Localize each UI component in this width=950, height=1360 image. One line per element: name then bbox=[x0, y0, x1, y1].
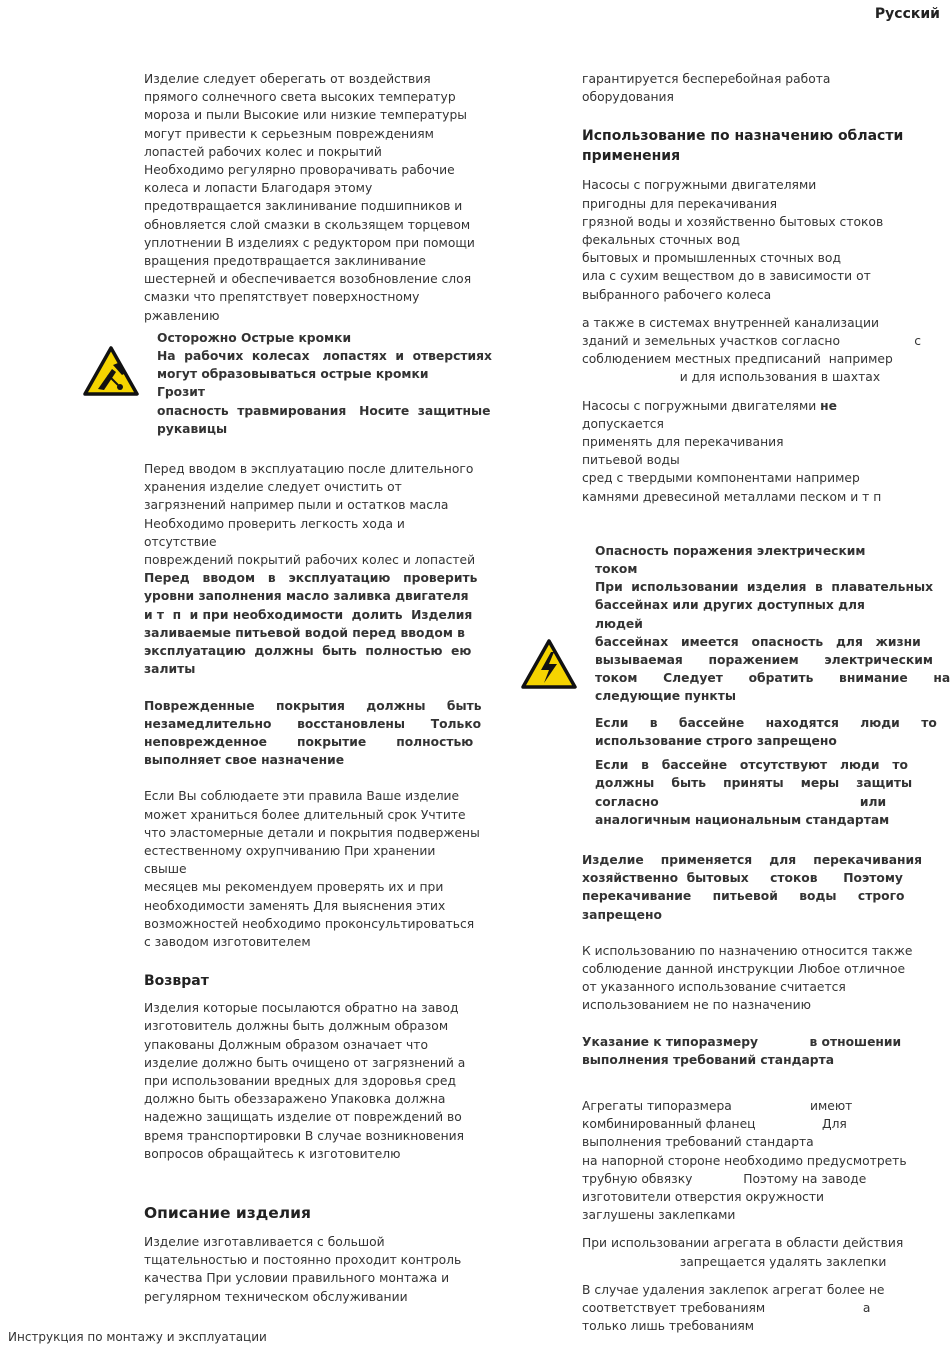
left-column bbox=[144, 70, 492, 1306]
intended-use-heading: Использование по назначению области применения bbox=[582, 128, 904, 165]
return-paragraph: Изделия которые посылаются обратно на завод изготовитель должны быть должным образом упакованы Должным образом означает что изделие должно быть очищено от загрязнений а при использовании вредных для здоровья сред должно быть обеззаражено Упаковка должна надежно защищать изделие от повреждений во время транспортировки В случае возникновения вопросов обращайтесь к изготовителю bbox=[144, 1001, 466, 1161]
intended-use-compliance-paragraph: К использованию по назначению относится также соблюдение данной инструкции Любое отличное от указанного использование считается использованием не по назначению bbox=[582, 943, 913, 1013]
fill-level-line: заливаемые питьевой водой перед вводом в bbox=[144, 625, 465, 640]
domestic-wastewater-notice bbox=[582, 851, 922, 924]
electric-warning-line: При использовании изделия в плавательных bbox=[595, 580, 934, 595]
pool-occupied-line: Если в бассейне находятся люди то bbox=[595, 715, 937, 730]
product-description-paragraph: Изделие изготавливается с большой тщательностью и постоянно проходит контроль качества При условии правильного монтажа и регулярном техническом обслуживании bbox=[144, 1234, 462, 1304]
pool-occupied-item bbox=[595, 714, 937, 750]
domestic-wastewater-line: перекачивание питьевой воды строго bbox=[582, 889, 905, 904]
fill-level-line: залиты bbox=[144, 662, 196, 677]
long-storage-paragraph: Если Вы соблюдаете эти правила Ваше изделие может храниться более длительный срок Учтите что эластомерные детали и покрытия подвержены естественному охрупчиванию При хранении свыше месяцев мы рекомендуем проверять их и при необходимости заменять Для выяснения этих возможностей необходимо проконсультироваться с заводом изготовителем bbox=[144, 789, 480, 949]
domestic-wastewater-line: запрещено bbox=[582, 907, 662, 922]
pre-start-paragraph: Перед вводом в эксплуатацию после длительного хранения изделие следует очистить от загрязнений например пыли и остатков масла Необходимо проверить легкость хода и отсутствие повреждений покрытий рабочих колес и лопастей bbox=[144, 462, 476, 568]
electric-shock-warning-icon bbox=[520, 638, 578, 690]
pool-empty-item bbox=[595, 756, 913, 829]
sharp-edges-line: рукавицы bbox=[157, 421, 228, 436]
electric-warning-line: бассейнах или других доступных для людей bbox=[595, 598, 865, 631]
fill-level-line: Перед вводом в эксплуатацию проверить bbox=[144, 571, 478, 586]
reliability-paragraph: гарантируется бесперебойная работа оборудования bbox=[582, 72, 831, 105]
flange-paragraph: Агрегаты типоразмера имеют комбинированный фланец Для выполнения требований стандарта на напорной стороне необходимо предусмотреть трубную обвязку Поэтому на заводе изготовители отверстия окружности заглушены заклепками bbox=[582, 1098, 907, 1223]
sharp-edges-line: опасность травмирования Носите защитные bbox=[157, 403, 491, 418]
product-description-heading: Описание изделия bbox=[144, 1203, 311, 1222]
rivets-paragraph: При использовании агрегата в области действия запрещается удалять заклепки bbox=[582, 1236, 904, 1269]
coatings-line: неповрежденное покрытие полностью bbox=[144, 734, 474, 749]
electric-warning-line: бассейнах имеется опасность для жизни bbox=[595, 634, 921, 649]
fill-level-line: эксплуатацию должны быть полностью ею bbox=[144, 644, 472, 659]
fill-level-line: уровни заполнения масло заливка двигателя bbox=[144, 589, 469, 604]
not-allowed-paragraph bbox=[582, 397, 918, 506]
coatings-line: незамедлительно восстановлены Только bbox=[144, 716, 482, 731]
domestic-wastewater-line: хозяйственно бытовых стоков Поэтому bbox=[582, 871, 903, 886]
electric-warning-line: следующие пункты bbox=[595, 689, 736, 704]
not-emphasis: не bbox=[820, 398, 837, 413]
size-note-heading: Указание к типоразмеру в отношении выполнения требований стандарта bbox=[582, 1034, 902, 1067]
suitable-media-paragraph: Насосы с погружными двигателями пригодны для перекачивания грязной воды и хозяйственно бытовых стоков фекальных сточных вод бытовых и промышленных сточных вод ила с сухим веществом до в зависимости от выбранного рабочего колеса bbox=[582, 178, 884, 302]
pool-empty-line: аналогичным национальным стандартам bbox=[595, 812, 890, 827]
footer-text: Инструкция по монтажу и эксплуатации bbox=[8, 1330, 267, 1344]
pool-empty-line: Если в бассейне отсутствуют люди то bbox=[595, 758, 908, 773]
storage-paragraph: Изделие следует оберегать от воздействия прямого солнечного света высоких температур мороза и пыли Высокие или низкие температуры могут привести к серьезным повреждениям лопастей рабочих колес и покрытий Необходимо регулярно проворачивать рабочие колеса и лопасти Благодаря этому предотвращается заклинивание подшипников и обновляется слой смазки в скользящем торцевом уплотнении В изделиях с редуктором при помощи вращения предотвращается заклинивание шестерней и обеспечивается возобновление слоя смазки что препятствует поверхностному ржавлению bbox=[144, 72, 475, 323]
coatings-line: выполняет свое назначение bbox=[144, 753, 345, 768]
return-heading: Возврат bbox=[144, 973, 209, 990]
pool-empty-line: согласно или bbox=[595, 794, 887, 809]
language-label: Русский bbox=[874, 6, 940, 22]
electric-warning-title: Опасность поражения электрическим током bbox=[595, 543, 866, 577]
sharp-edges-warning bbox=[144, 329, 492, 438]
pool-empty-line: должны быть приняты меры защиты bbox=[595, 776, 913, 791]
coatings-line: Поврежденные покрытия должны быть bbox=[144, 698, 482, 713]
pool-occupied-line: использование строго запрещено bbox=[595, 733, 837, 748]
not-allowed-text-b: допускается применять для перекачивания питьевой воды сред с твердыми компонентами например камнями древесиной металлами песком и т п bbox=[582, 416, 882, 504]
sharp-edges-line: На рабочих колесах лопастях и отверстиях bbox=[157, 349, 492, 364]
rivet-removal-paragraph: В случае удаления заклепок агрегат более не соответствует требованиям а только лишь требованиям bbox=[582, 1282, 885, 1334]
sharp-edges-title: Осторожно Острые кромки bbox=[157, 330, 352, 345]
electric-warning-line: вызываемая поражением электрическим bbox=[595, 653, 933, 668]
installation-paragraph: а также в системах внутренней канализации зданий и земельных участков согласно с соблюдением местных предписаний например и для использования в шахтах bbox=[582, 315, 921, 385]
electric-shock-warning bbox=[582, 542, 950, 829]
domestic-wastewater-line: Изделие применяется для перекачивания bbox=[582, 852, 922, 867]
cut-hazard-warning-icon bbox=[82, 345, 140, 397]
sharp-edges-line: могут образовываться острые кромки Грозит bbox=[157, 367, 429, 400]
fill-level-line: и т п и при необходимости долить Изделия bbox=[144, 607, 473, 622]
electric-warning-line: током Следует обратить внимание на bbox=[595, 671, 950, 686]
not-allowed-text-a: Насосы с погружными двигателями bbox=[582, 398, 821, 413]
right-column bbox=[582, 70, 950, 1335]
